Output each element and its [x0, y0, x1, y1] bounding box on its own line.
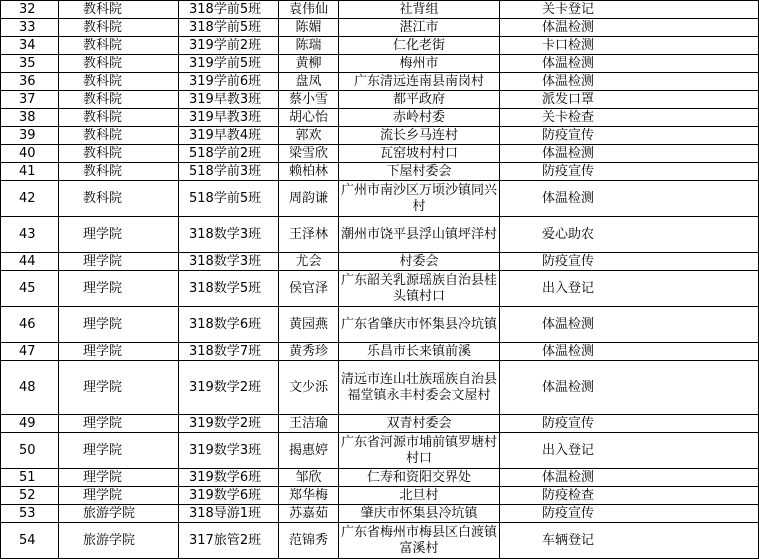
person-name-cell: 郑华梅: [279, 487, 339, 505]
table-row: [1, 91, 759, 109]
department-cell: 教科院: [59, 55, 179, 73]
table-row: [1, 523, 759, 559]
location-cell: 流长乡马连村: [339, 127, 500, 145]
class-cell: 318数学7班: [179, 343, 279, 361]
class-cell: 318学前5班: [179, 19, 279, 37]
row-number-cell: 37: [1, 91, 59, 109]
department-cell: 教科院: [59, 127, 179, 145]
class-cell: 518学前3班: [179, 163, 279, 181]
duty-cell: 防疫检查: [500, 487, 759, 505]
row-number-cell: 54: [1, 523, 59, 559]
person-name-cell: 袁伟仙: [279, 1, 339, 19]
table-row: [1, 415, 759, 433]
department-cell: 教科院: [59, 163, 179, 181]
table-row: [1, 271, 759, 307]
person-name-cell: 苏嘉茹: [279, 505, 339, 523]
location-cell: 乐昌市长来镇前溪: [339, 343, 500, 361]
department-cell: 理学院: [59, 217, 179, 253]
row-number-cell: 36: [1, 73, 59, 91]
department-cell: 教科院: [59, 37, 179, 55]
location-cell: 肇庆市怀集县冷坑镇: [339, 505, 500, 523]
class-cell: 318学前5班: [179, 1, 279, 19]
duty-cell: 防疫宣传: [500, 163, 759, 181]
duty-cell: 关卡登记: [500, 1, 759, 19]
table-row: [1, 109, 759, 127]
location-cell: 广东省河源市埔前镇罗塘村村口: [339, 433, 500, 469]
class-cell: 319学前2班: [179, 37, 279, 55]
table-row: [1, 343, 759, 361]
location-cell: 瓦窑坡村村口: [339, 145, 500, 163]
table-row: [1, 361, 759, 415]
department-cell: 旅游学院: [59, 523, 179, 559]
row-number-cell: 46: [1, 307, 59, 343]
department-cell: 教科院: [59, 145, 179, 163]
location-cell: 双青村委会: [339, 415, 500, 433]
class-cell: 319早教3班: [179, 91, 279, 109]
location-cell: 湛江市: [339, 19, 500, 37]
table-row: [1, 1, 759, 19]
row-number-cell: 43: [1, 217, 59, 253]
row-number-cell: 44: [1, 253, 59, 271]
table-row: [1, 217, 759, 253]
duty-cell: 体温检测: [500, 343, 759, 361]
person-name-cell: 邹欣: [279, 469, 339, 487]
duty-cell: 体温检测: [500, 361, 759, 415]
class-cell: 319数学6班: [179, 469, 279, 487]
person-name-cell: 周韵谦: [279, 181, 339, 217]
person-name-cell: 梁雪欣: [279, 145, 339, 163]
location-cell: 潮州市饶平县浮山镇坪洋村: [339, 217, 500, 253]
table-row: [1, 505, 759, 523]
location-cell: 广东清远连南县南岗村: [339, 73, 500, 91]
class-cell: 319数学2班: [179, 415, 279, 433]
row-number-cell: 35: [1, 55, 59, 73]
class-cell: 319数学3班: [179, 433, 279, 469]
row-number-cell: 47: [1, 343, 59, 361]
person-name-cell: 尤会: [279, 253, 339, 271]
person-name-cell: 胡心怡: [279, 109, 339, 127]
class-cell: 319学前5班: [179, 55, 279, 73]
duty-cell: 体温检测: [500, 19, 759, 37]
person-name-cell: 黄秀珍: [279, 343, 339, 361]
class-cell: 318导游1班: [179, 505, 279, 523]
duty-cell: 体温检测: [500, 307, 759, 343]
duty-cell: 关卡检查: [500, 109, 759, 127]
person-name-cell: 范锦秀: [279, 523, 339, 559]
table-row: [1, 55, 759, 73]
class-cell: 319早教3班: [179, 109, 279, 127]
table-body: [1, 1, 759, 559]
department-cell: 理学院: [59, 415, 179, 433]
duty-cell: 体温检测: [500, 469, 759, 487]
row-number-cell: 41: [1, 163, 59, 181]
class-cell: 319早教4班: [179, 127, 279, 145]
row-number-cell: 50: [1, 433, 59, 469]
class-cell: 319数学2班: [179, 361, 279, 415]
table-row: [1, 307, 759, 343]
department-cell: 教科院: [59, 19, 179, 37]
location-cell: 广东省梅州市梅县区白渡镇富溪村: [339, 523, 500, 559]
location-cell: 北旦村: [339, 487, 500, 505]
duty-cell: 防疫宣传: [500, 127, 759, 145]
department-cell: 理学院: [59, 487, 179, 505]
row-number-cell: 45: [1, 271, 59, 307]
department-cell: 教科院: [59, 73, 179, 91]
department-cell: 教科院: [59, 91, 179, 109]
duty-cell: 防疫宣传: [500, 415, 759, 433]
department-cell: 理学院: [59, 253, 179, 271]
table-row: [1, 37, 759, 55]
table-row: [1, 163, 759, 181]
row-number-cell: 40: [1, 145, 59, 163]
person-name-cell: 陈瑞: [279, 37, 339, 55]
location-cell: 广东韶关乳源瑶族自治县桂头镇村口: [339, 271, 500, 307]
person-name-cell: 蔡小雪: [279, 91, 339, 109]
row-number-cell: 32: [1, 1, 59, 19]
location-cell: 社背组: [339, 1, 500, 19]
department-cell: 理学院: [59, 343, 179, 361]
person-name-cell: 黄柳: [279, 55, 339, 73]
duty-cell: 卡口检测: [500, 37, 759, 55]
person-name-cell: 陈媚: [279, 19, 339, 37]
table-row: [1, 433, 759, 469]
person-name-cell: 揭惠婷: [279, 433, 339, 469]
duty-cell: 出入登记: [500, 433, 759, 469]
row-number-cell: 33: [1, 19, 59, 37]
department-cell: 教科院: [59, 109, 179, 127]
row-number-cell: 51: [1, 469, 59, 487]
row-number-cell: 52: [1, 487, 59, 505]
location-cell: 广东省肇庆市怀集县冷坑镇: [339, 307, 500, 343]
person-name-cell: 王洁瑜: [279, 415, 339, 433]
department-cell: 理学院: [59, 469, 179, 487]
class-cell: 518学前5班: [179, 181, 279, 217]
location-cell: 下屋村委会: [339, 163, 500, 181]
table-row: [1, 487, 759, 505]
location-cell: 仁寿和资阳交界处: [339, 469, 500, 487]
duty-cell: 体温检测: [500, 181, 759, 217]
class-cell: 518学前2班: [179, 145, 279, 163]
row-number-cell: 49: [1, 415, 59, 433]
person-name-cell: 侯官泽: [279, 271, 339, 307]
person-name-cell: 郭欢: [279, 127, 339, 145]
table-row: [1, 469, 759, 487]
table-row: [1, 127, 759, 145]
person-name-cell: 赖柏林: [279, 163, 339, 181]
class-cell: 319学前6班: [179, 73, 279, 91]
department-cell: 理学院: [59, 271, 179, 307]
department-cell: 教科院: [59, 181, 179, 217]
table-row: [1, 73, 759, 91]
duty-cell: 体温检测: [500, 145, 759, 163]
department-cell: 理学院: [59, 307, 179, 343]
location-cell: 清远市连山壮族瑶族自治县福堂镇永丰村委会文屋村: [339, 361, 500, 415]
duty-cell: 防疫宣传: [500, 253, 759, 271]
department-cell: 理学院: [59, 433, 179, 469]
duty-cell: 防疫宣传: [500, 505, 759, 523]
duty-cell: 爱心助农: [500, 217, 759, 253]
location-cell: 广州市南沙区万顷沙镇同兴村: [339, 181, 500, 217]
location-cell: 都平政府: [339, 91, 500, 109]
department-cell: 教科院: [59, 1, 179, 19]
duty-cell: 出入登记: [500, 271, 759, 307]
row-number-cell: 34: [1, 37, 59, 55]
row-number-cell: 38: [1, 109, 59, 127]
row-number-cell: 42: [1, 181, 59, 217]
class-cell: 318数学3班: [179, 217, 279, 253]
department-cell: 理学院: [59, 361, 179, 415]
person-name-cell: 黄园燕: [279, 307, 339, 343]
class-cell: 318数学6班: [179, 307, 279, 343]
duty-cell: 派发口罩: [500, 91, 759, 109]
class-cell: 318数学5班: [179, 271, 279, 307]
table-row: [1, 181, 759, 217]
location-cell: 梅州市: [339, 55, 500, 73]
table-row: [1, 145, 759, 163]
table-row: [1, 19, 759, 37]
location-cell: 仁化老街: [339, 37, 500, 55]
table-row: [1, 253, 759, 271]
department-cell: 旅游学院: [59, 505, 179, 523]
duty-cell: 体温检测: [500, 55, 759, 73]
location-cell: 赤岭村委: [339, 109, 500, 127]
duty-cell: 车辆登记: [500, 523, 759, 559]
person-name-cell: 王泽林: [279, 217, 339, 253]
person-name-cell: 盘凤: [279, 73, 339, 91]
duty-cell: 体温检测: [500, 73, 759, 91]
person-name-cell: 文少泺: [279, 361, 339, 415]
class-cell: 318数学3班: [179, 253, 279, 271]
row-number-cell: 48: [1, 361, 59, 415]
row-number-cell: 39: [1, 127, 59, 145]
class-cell: 319数学6班: [179, 487, 279, 505]
row-number-cell: 53: [1, 505, 59, 523]
class-cell: 317旅管2班: [179, 523, 279, 559]
location-cell: 村委会: [339, 253, 500, 271]
